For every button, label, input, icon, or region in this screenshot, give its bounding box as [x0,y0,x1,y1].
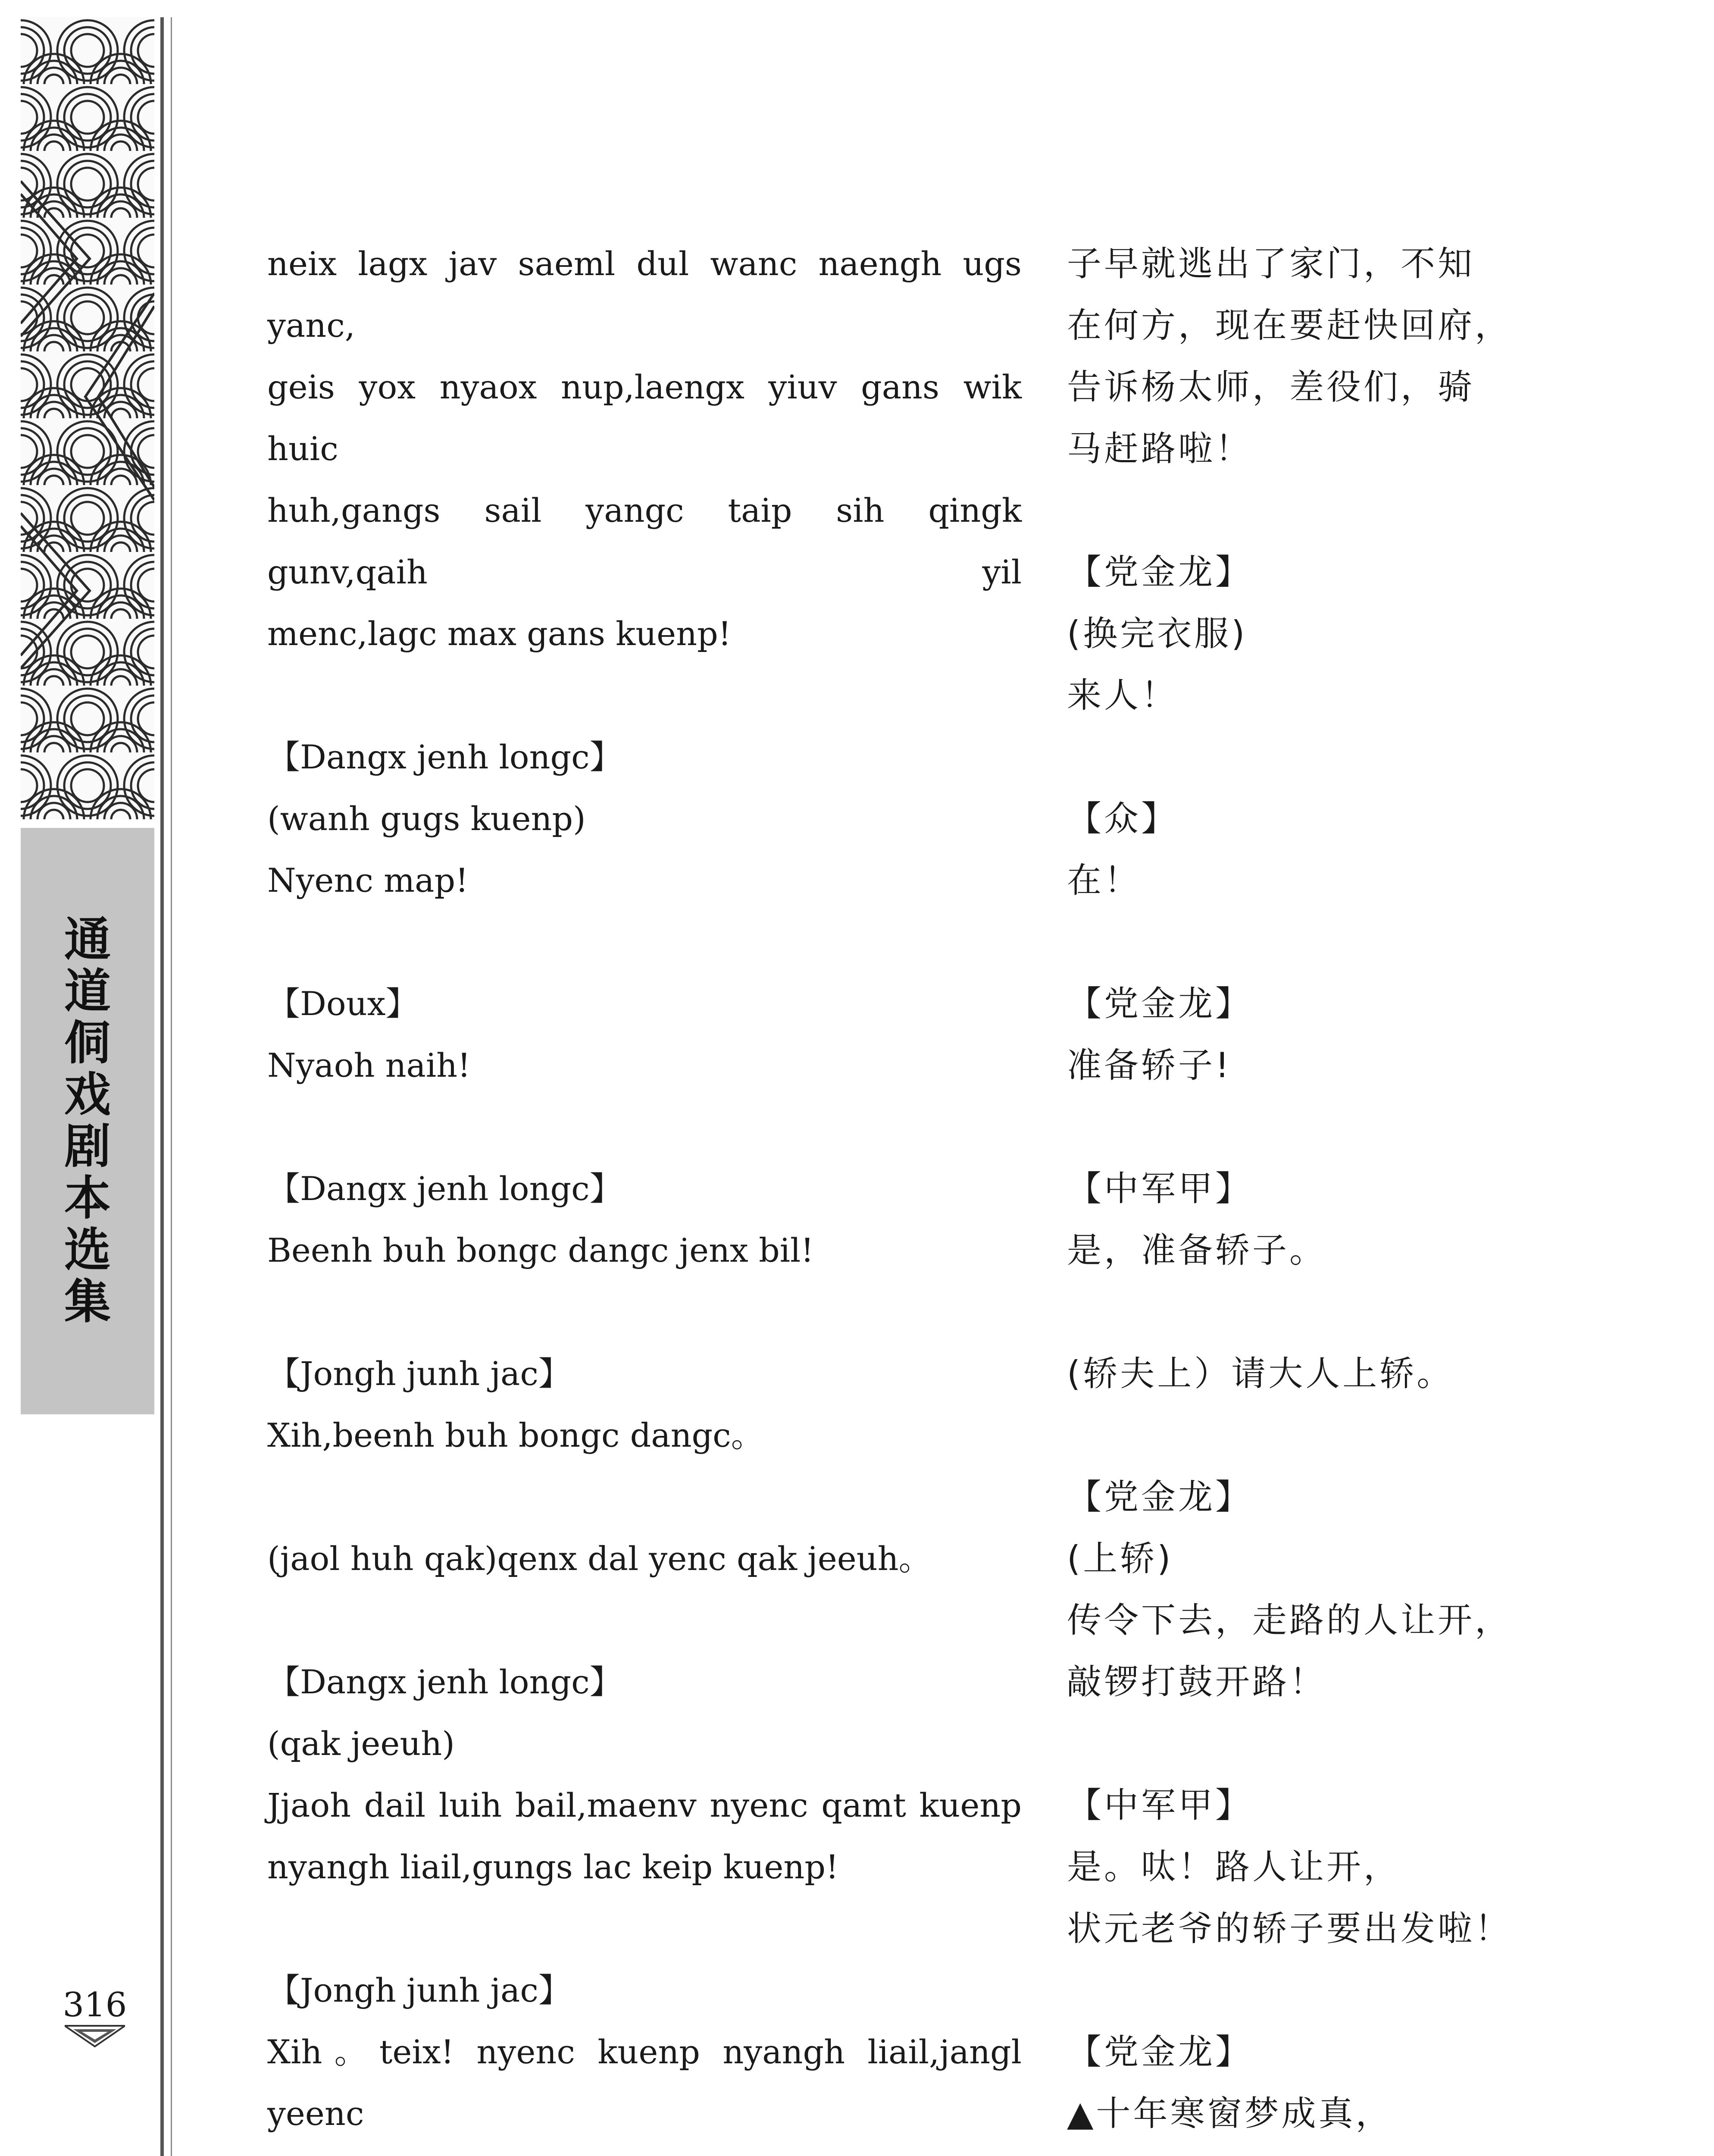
dialogue-block [1067,1343,1550,1404]
margin-rule-thin [171,17,172,2156]
stage-direction: (轿夫上）请大人上轿。 [1067,1354,1454,1394]
stage-direction: (jaol huh qak)qenx dal yenc qak jeeuh。 [267,1539,932,1578]
book-title-char: 侗 [64,1016,111,1070]
dialogue-block [1067,1158,1550,1281]
stage-direction: (qak jeeuh) [267,1724,455,1763]
speaker-label: 【众】 [1067,799,1178,839]
dialogue-block [267,726,1022,911]
chinese-text-column [1067,233,1550,2156]
text-line: ▲十年寒窗梦成真， [1067,2093,1393,2134]
dialogue-block [267,1651,1022,1898]
dialogue-block [267,1343,1022,1466]
book-title-char: 戏 [64,1068,111,1122]
stage-direction: (上轿) [1067,1539,1173,1579]
dialogue-block [1067,1466,1550,1713]
text-line: 是，准备轿子。 [1067,1230,1326,1270]
text-line: Jjaoh dail luih bail,maenv nyenc qamt kuenp [267,1786,1022,1824]
page-number: 316 [63,1986,127,2024]
book-title-band [21,828,154,1414]
page-ornament-icon [65,2022,125,2050]
book-title-char: 本 [64,1172,111,1225]
dialogue-block [267,1959,1022,2156]
speaker-label: 【中军甲】 [1067,1169,1252,1209]
speaker-label: 【Jongh junh jac】 [267,1354,571,1393]
dialogue-block [1067,233,1550,479]
dialogue-block [267,1528,1022,1589]
text-line: Nyaoh naih! [267,1046,471,1084]
dialogue-block [1067,2021,1550,2144]
speaker-label: 【Dangx jenh longc】 [267,738,622,776]
dialogue-block [267,233,1022,664]
text-line: 来人！ [1067,675,1178,715]
book-title [21,914,154,1328]
book-title-char: 选 [64,1223,111,1277]
text-line: Nyenc map! [267,861,469,899]
text-line: Beenh buh bongc dangc jenx bil! [267,1231,814,1269]
text-line: 是。呔！路人让开， [1067,1847,1401,1887]
text-line: geis yox nyaox nup,laengx yiuv gans wik huic [267,368,1022,468]
text-line: 敲锣打鼓开路！ [1067,1662,1326,1702]
stage-direction: (换完衣服) [1067,614,1248,654]
text-line: 传令下去，走路的人让开， [1067,1600,1512,1640]
text-line: Xih。teix! nyenc kuenp nyangh liail,jangl yeenc [267,2033,1022,2133]
speaker-label: 【党金龙】 [1067,984,1252,1024]
speaker-label: 【Jongh junh jac】 [267,1971,571,2009]
speaker-label: 【党金龙】 [1067,2032,1252,2072]
text-line: huh,gangs sail yangc taip sih qingk gunv,qaih yil [267,491,1022,591]
dialogue-block [1067,541,1550,726]
dialogue-block [1067,1774,1550,1959]
text-line: neix lagx jav saeml dul wanc naengh ugs yanc, [267,244,1022,345]
text-line: 告诉杨太师，差役们，骑 [1067,367,1475,407]
dialogue-block [1067,973,1550,1096]
dialogue-block [267,1158,1022,1281]
speaker-label: 【党金龙】 [1067,1477,1252,1517]
text-line [267,2144,1022,2156]
text-line: Xih,beenh buh bongc dangc。 [267,1416,764,1454]
dialogue-block [267,973,1022,1096]
speaker-label: 【党金龙】 [1067,552,1252,592]
dong-text-column [267,233,1022,2156]
text-line: 在何方，现在要赶快回府， [1067,305,1512,345]
book-title-char: 集 [64,1275,111,1329]
dialogue-block [1067,788,1550,911]
margin-rule [160,17,164,2156]
book-title-char: 道 [64,965,111,1018]
wave-pattern-decoration [21,17,154,819]
speaker-label: 【Doux】 [267,984,419,1023]
text-line: 马赶路啦！ [1067,429,1252,469]
book-title-char: 通 [64,913,111,967]
book-title-char: 剧 [64,1120,111,1174]
text-line: nyangh liail,gungs lac keip kuenp! [267,1848,839,1886]
speaker-label: 【Dangx jenh longc】 [267,1663,622,1701]
stage-direction: (wanh gugs kuenp) [267,799,586,838]
speaker-label: 【中军甲】 [1067,1785,1252,1825]
speaker-label: 【Dangx jenh longc】 [267,1169,622,1208]
text-line: 准备轿子! [1067,1045,1232,1085]
text-line: 状元老爷的轿子要出发啦！ [1067,1908,1512,1949]
text-line: 在！ [1067,860,1141,900]
text-line: menc,lagc max gans kuenp! [267,614,732,653]
text-line: 子早就逃出了家门，不知 [1067,244,1475,284]
